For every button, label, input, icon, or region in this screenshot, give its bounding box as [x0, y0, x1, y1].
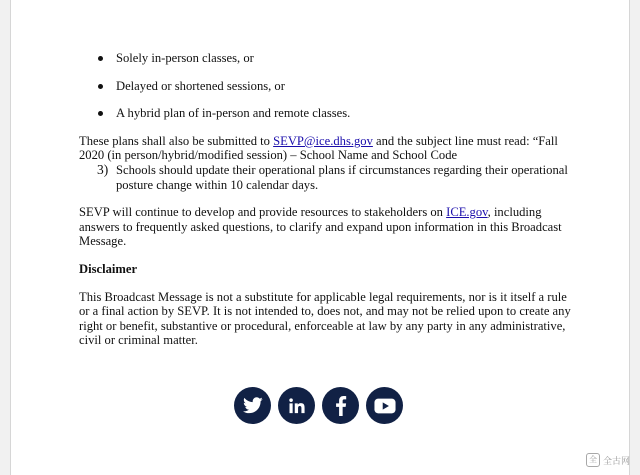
disclaimer-paragraph: This Broadcast Message is not a substitute for applicable legal requirements, nor is it itself a rule or a final action by SEVP. It is not intended to, does not, and may not be relied upon to create any right or benefit, substantive or procedural, enforceable at law by any party in any administrative, civil or criminal matter.	[79, 289, 571, 348]
paragraph-text: These plans shall also be submitted to	[79, 133, 274, 148]
document-page	[10, 0, 630, 475]
social-links	[11, 387, 631, 427]
numbered-item	[79, 163, 575, 192]
email-link[interactable]: SEVP@ice.dhs.gov	[273, 133, 373, 148]
paragraph-text: and the subject line must read: “Fall 2020 (in person/hybrid/modified session) – School Name and School Code	[79, 133, 558, 163]
disclaimer-heading: Disclaimer	[79, 261, 138, 276]
bullet-text: Solely in-person classes, or	[116, 51, 254, 65]
linkedin-button[interactable]	[278, 387, 315, 424]
bullet-text: Delayed or shortened sessions, or	[116, 78, 285, 93]
document-content	[79, 48, 575, 348]
twitter-button[interactable]	[234, 387, 271, 424]
twitter-icon	[243, 397, 263, 414]
watermark	[586, 453, 630, 467]
facebook-button[interactable]	[322, 387, 359, 424]
bullet-icon	[98, 56, 103, 61]
bullet-item	[79, 51, 575, 66]
bullet-text: A hybrid plan of in-person and remote classes.	[116, 106, 351, 121]
linkedin-icon	[288, 397, 306, 415]
numbered-text: Schools should update their operational plans if circumstances regarding their operational posture change within 10 calendar days.	[116, 162, 568, 192]
watermark-text: 全古网	[602, 456, 630, 467]
ice-gov-link[interactable]: ICE.gov	[446, 205, 488, 220]
facebook-icon	[335, 396, 347, 416]
bullet-icon	[98, 111, 103, 116]
youtube-button[interactable]	[366, 387, 403, 424]
bullet-icon	[98, 84, 103, 89]
paragraph-text: SEVP will continue to develop and provide resources to stakeholders on	[79, 205, 447, 220]
youtube-icon	[374, 398, 396, 414]
bullet-item	[79, 79, 575, 94]
paragraph-text: , including answers to frequently asked questions, to clarify and expand upon information in this Broadcast Message.	[79, 205, 562, 249]
submission-paragraph	[79, 134, 575, 163]
resources-paragraph	[79, 205, 575, 249]
item-number: 3)	[97, 161, 109, 177]
watermark-logo-icon: 全	[586, 453, 600, 467]
bullet-item	[79, 106, 575, 121]
